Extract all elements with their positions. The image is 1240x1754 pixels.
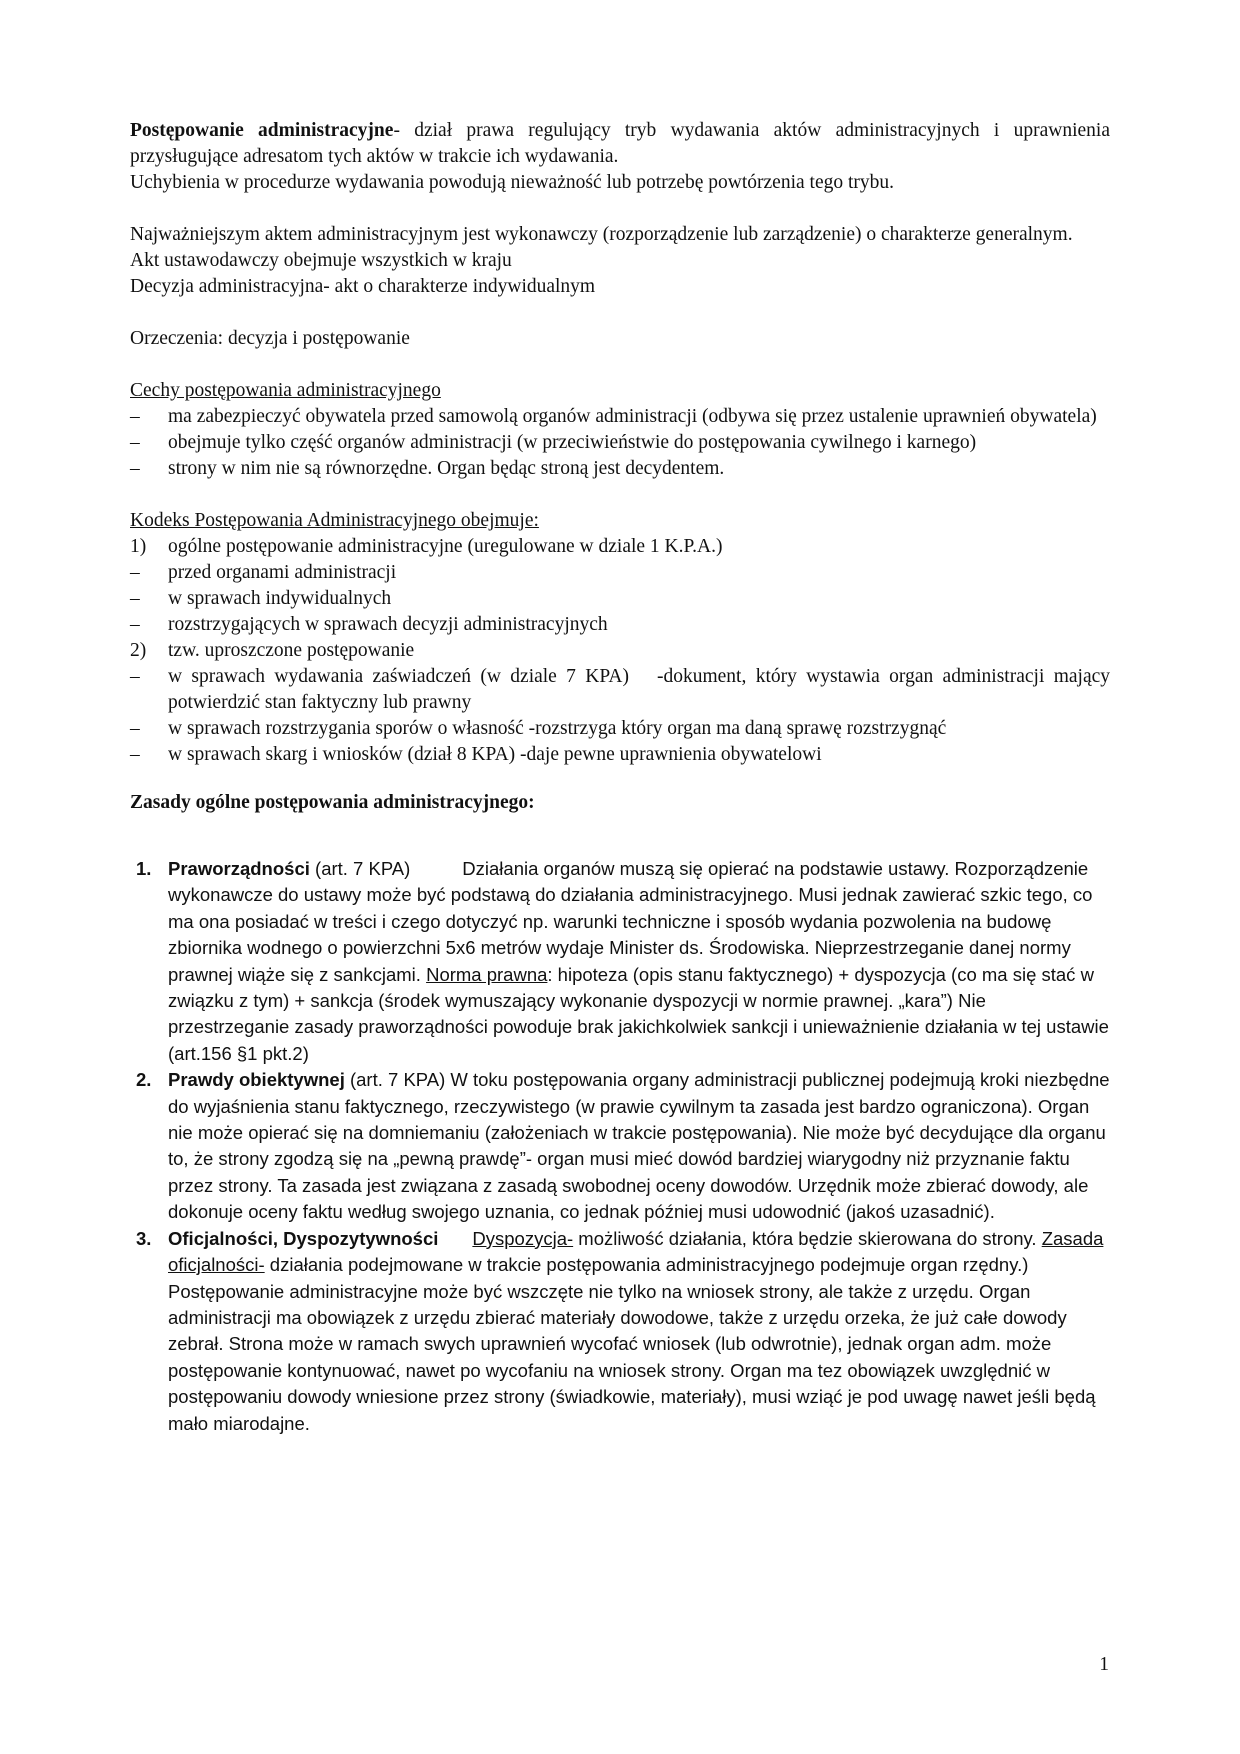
feature-item: [130, 404, 1110, 430]
kpa-item: [130, 742, 1110, 768]
principle-number: 2.: [136, 1069, 152, 1091]
rulings-line: Orzeczenia: decyzja i postępowanie: [130, 328, 410, 349]
principle-term: Norma prawna: [426, 963, 548, 985]
list-marker: –: [130, 614, 140, 635]
kpa-item-text: w sprawach rozstrzygania sporów o własność -rozstrzyga który organ ma daną sprawę rozstrzygnąć: [168, 718, 947, 739]
intro-consequence: Uchybienia w procedurze wydawania powodują nieważność lub potrzebę powtórzenia tego trybu.: [130, 172, 895, 193]
kpa-item-text: w sprawach skarg i wniosków (dział 8 KPA) -daje pewne uprawnienia obywatelowi: [168, 744, 822, 765]
list-marker: –: [130, 666, 140, 687]
kpa-item-text: w sprawach indywidualnych: [168, 588, 392, 609]
kpa-item-text: przed organami administracji: [168, 562, 397, 583]
kpa-item: [130, 664, 1115, 716]
acts-line-1: Najważniejszym aktem administracyjnym jest wykonawczy (rozporządzenie lub zarządzenie) o charakterze generalnym.: [130, 224, 1073, 245]
kpa-heading: Kodeks Postępowania Administracyjnego obejmuje:: [130, 510, 539, 531]
principle-text: Działania organów muszą się opierać na podstawie ustawy. Rozporządzenie wykonawcze do ustawy może być podstawą do działania administracyjnego. Musi jednak zawierać szkic tego, co ma ona posiadać w treści i czego dotyczyć np. warunki techniczne i sposób wydania pozwolenia na budowę zbiornika wodnego o powierzchni 5x6 metrów wydaje Minister ds. Środowiska. Nieprzestrzeganie danej normy prawnej wiąże się z sankcjami.: [168, 858, 1093, 985]
feature-text: obejmuje tylko część organów administracji (w przeciwieństwie do postępowania cywilnego i karnego): [168, 432, 977, 453]
principle-number: 3.: [136, 1227, 152, 1249]
kpa-item-text: rozstrzygających w sprawach decyzji administracyjnych: [168, 614, 608, 635]
principle-ref: (art. 7 KPA): [309, 858, 411, 879]
kpa-item: [130, 534, 1110, 560]
intro-term: Postępowanie administracyjne: [130, 120, 394, 141]
principle-text: działania podejmowane w trakcie postępowania administracyjnego podejmuje organ rzędny.) Postępowanie administracyjne może być wszczęte nie tylko na wniosek strony, ale także z urzędu. Organ administracji ma obowiązek z urzędu zbierać materiały dowodowe, także z urzędu orzeka, że już całe dowody zebrał. Strona może w ramach swych uprawnień wycofać wniosek (lub odwrotnie), jednak organ adm. może postępowanie kontynuować, nawet po wycofaniu na wniosek strony. Organ ma tez obowiązek uwzględnić w postępowaniu dowody wniesione przez strony (świadkowie, materiały), musi wziąć je pod uwagę nawet jeśli będą mało miarodajne.: [168, 1254, 1096, 1434]
principle-ref: (art. 7 KPA): [344, 1069, 446, 1091]
principle-term: Zasada oficjalności-: [168, 1227, 1104, 1276]
acts-line-2: Akt ustawodawczy obejmuje wszystkich w kraju: [130, 250, 512, 271]
kpa-item: [130, 716, 1110, 742]
principle-item: [130, 1067, 1110, 1225]
principle-text: : hipoteza (opis stanu faktycznego) + dyspozycja (co ma się stać w związku z tym) + sankcja (środek wymuszający wykonanie dyspozycji w normie prawnej. „kara”) Nie przestrzeganie zasady praworządności powoduje brak jakichkolwiek sankcji i unieważnienie działania w tej ustawie (art.156 §1 pkt.2): [168, 963, 1109, 1064]
list-marker: 2): [130, 640, 147, 661]
features-heading: Cechy postępowania administracyjnego: [130, 380, 441, 401]
document-body: [130, 118, 1115, 1437]
list-marker: 1): [130, 536, 147, 557]
acts-line-3: Decyzja administracyjna- akt o charakterze indywidualnym: [130, 276, 596, 297]
list-marker: –: [130, 718, 140, 739]
principle-number: 1.: [136, 858, 152, 879]
kpa-item-text: w sprawach wydawania zaświadczeń (w dziale 7 KPA) -dokument, który wystawia organ administracji mający potwierdzić stan faktyczny lub prawny: [168, 666, 1115, 713]
intro-definition: - dział prawa regulujący tryb wydawania aktów administracyjnych i uprawnienia przysługujące adresatom tych aktów w trakcie ich wydawania.: [130, 120, 1110, 167]
list-marker: –: [130, 744, 140, 765]
kpa-item-text: tzw. uproszczone postępowanie: [168, 640, 415, 661]
dash-marker: –: [130, 406, 140, 427]
kpa-item: [130, 638, 1110, 664]
principle-title: Oficjalności, Dyspozytywności: [168, 1227, 439, 1249]
feature-item: [130, 430, 1110, 456]
list-marker: –: [130, 588, 140, 609]
kpa-item-text: ogólne postępowanie administracyjne (uregulowane w dziale 1 K.P.A.): [168, 536, 723, 557]
principle-text: W toku postępowania organy administracji publicznej podejmują kroki niezbędne do wyjaśnienia stanu faktycznego, rzeczywistego (w prawie cywilnym ta zasada jest bardzo ograniczona). Organ nie może opierać się na domniemaniu (założeniach w trakcie postępowania). Nie może być decydujące dla organu to, że strony zgodzą się na „pewną prawdę”- organ musi mieć dowód bardziej wiarygodny niż przyznanie faktu przez strony. Ta zasada jest związana z zasadą swobodnej oceny dowodów. Urzędnik może zbierać dowody, ale dokonuje oceny faktu według swojego uznania, co jednak później musi udowodnić (jakoś uzasadnić).: [168, 1069, 1110, 1223]
feature-text: ma zabezpieczyć obywatela przed samowolą organów administracji (odbywa się przez ustalenie uprawnień obywatela): [168, 406, 1097, 427]
principles-list: [130, 856, 1110, 1437]
dash-marker: –: [130, 458, 140, 479]
principles-heading: Zasady ogólne postępowania administracyjnego:: [130, 792, 535, 813]
page-number: 1: [1099, 1654, 1109, 1675]
principle-item: [130, 856, 1110, 1067]
dash-marker: –: [130, 432, 140, 453]
feature-text: strony w nim nie są równorzędne. Organ będąc stroną jest decydentem.: [168, 458, 725, 479]
principle-term: Dyspozycja-: [472, 1227, 574, 1249]
kpa-item: [130, 560, 1110, 586]
principle-text: możliwość działania, która będzie skierowana do strony.: [573, 1227, 1042, 1249]
feature-item: [130, 456, 1110, 482]
principle-title: Prawdy obiektywnej: [168, 1069, 345, 1091]
list-marker: –: [130, 562, 140, 583]
kpa-item: [130, 586, 1110, 612]
principle-item: [130, 1226, 1110, 1437]
intro-paragraph: [130, 118, 1110, 170]
kpa-item: [130, 612, 1110, 638]
principle-title: Praworządności: [168, 858, 310, 879]
